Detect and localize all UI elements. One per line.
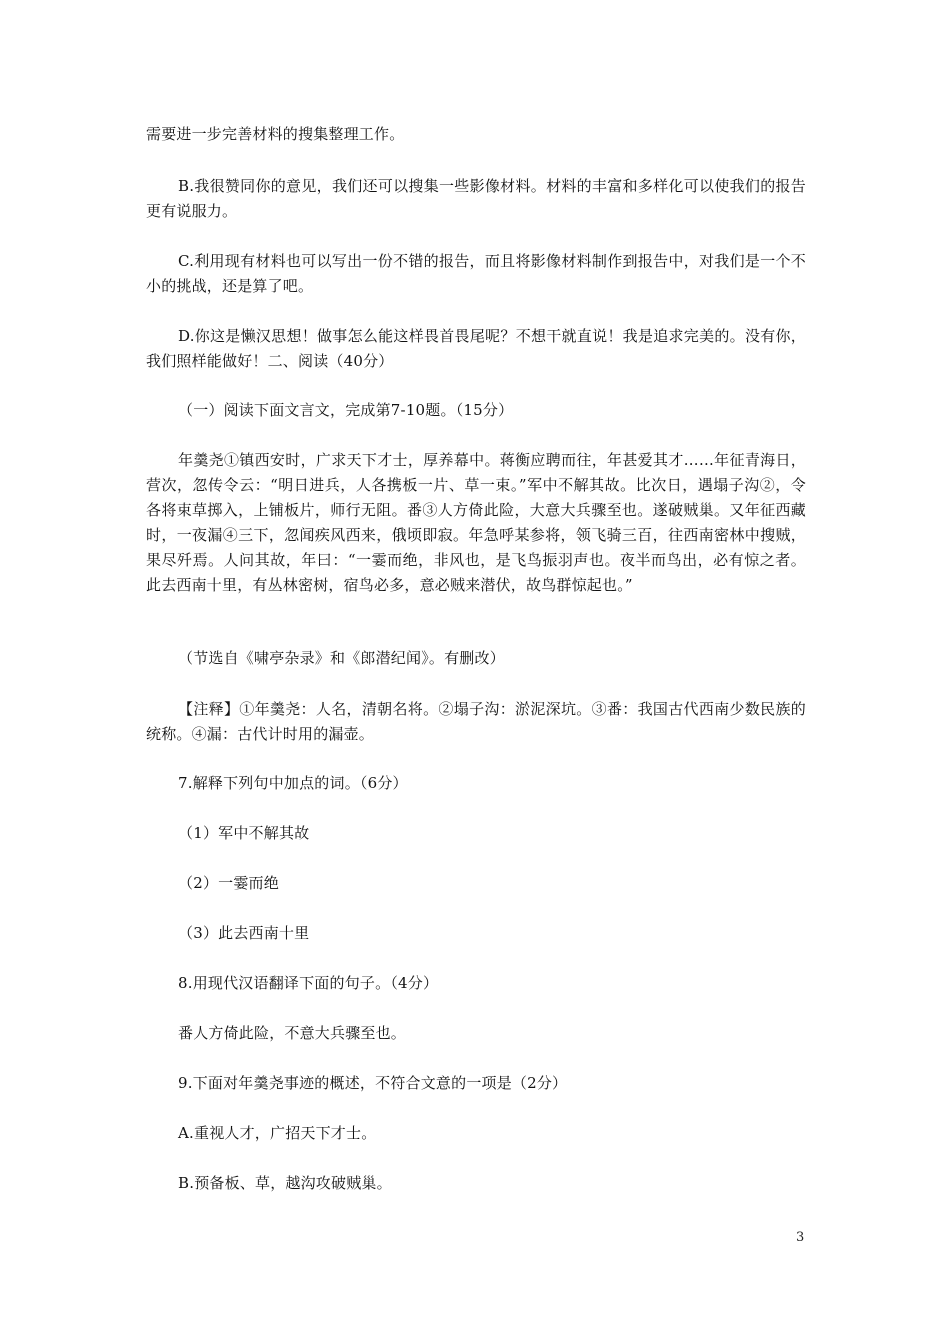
page-number: 3 xyxy=(796,1230,805,1245)
option-d-paragraph: D.你这是懒汉思想！做事怎么能这样畏首畏尾呢？不想干就直说！我是追求完美的。没有你，我们照样能做好！二、阅读（40分） xyxy=(146,327,806,370)
question-9: 9.下面对年羹尧事迹的概述，不符合文意的一项是（2分） xyxy=(178,1074,568,1092)
section-heading: （一）阅读下面文言文，完成第7-10题。（15分） xyxy=(178,401,514,419)
annotation-notes: 【注释】①年羹尧：人名，清朝名将。②塌子沟：淤泥深坑。③番：我国古代西南少数民族的统称。④漏：古代计时用的漏壶。 xyxy=(146,700,806,743)
question-8: 8.用现代汉语翻译下面的句子。（4分） xyxy=(178,974,439,992)
question-7-item-3: （3）此去西南十里 xyxy=(178,924,310,942)
option-c-paragraph: C.利用现有材料也可以写出一份不错的报告，而且将影像材料制作到报告中，对我们是一个不小的挑战，还是算了吧。 xyxy=(146,252,806,295)
paragraph-continuation: 需要进一步完善材料的搜集整理工作。 xyxy=(146,125,405,143)
question-9-option-b: B.预备板、草，越沟攻破贼巢。 xyxy=(178,1174,392,1192)
option-b-paragraph: B.我很赞同你的意见，我们还可以搜集一些影像材料。材料的丰富和多样化可以使我们的报告更有说服力。 xyxy=(146,177,806,220)
question-7-item-2: （2）一霎而绝 xyxy=(178,874,279,892)
question-8-sentence: 番人方倚此险，不意大兵骤至也。 xyxy=(178,1024,407,1042)
classical-passage: 年羹尧①镇西安时，广求天下才士，厚养幕中。蒋衡应聘而往，年甚爱其才……年征青海日，营次，忽传令云：“明日进兵，人各携板一片、草一束。”军中不解其故。比次日，遇塌子沟②，令各将束草掷入，上铺板片，师行无阻。番③人方倚此险，大意大兵骤至也。遂破贼巢。又年征西藏时，一夜漏④三下，忽闻疾风西来，俄顷即寂。年急呼某参将，领飞骑三百，往西南密林中搜贼，果尽歼焉。人问其故，年曰：“一霎而绝，非风也，是飞鸟振羽声也。夜半而鸟出，必有惊之者。此去西南十里，有丛林密树，宿鸟必多，意必贼来潜伏，故鸟群惊起也。” xyxy=(146,451,806,594)
question-9-option-a: A.重视人才，广招天下才士。 xyxy=(178,1124,377,1142)
question-7-item-1: （1）军中不解其故 xyxy=(178,824,310,842)
question-7: 7.解释下列句中加点的词。（6分） xyxy=(178,774,408,792)
passage-source: （节选自《啸亭杂录》和《郎潜纪闻》。有删改） xyxy=(178,649,505,667)
